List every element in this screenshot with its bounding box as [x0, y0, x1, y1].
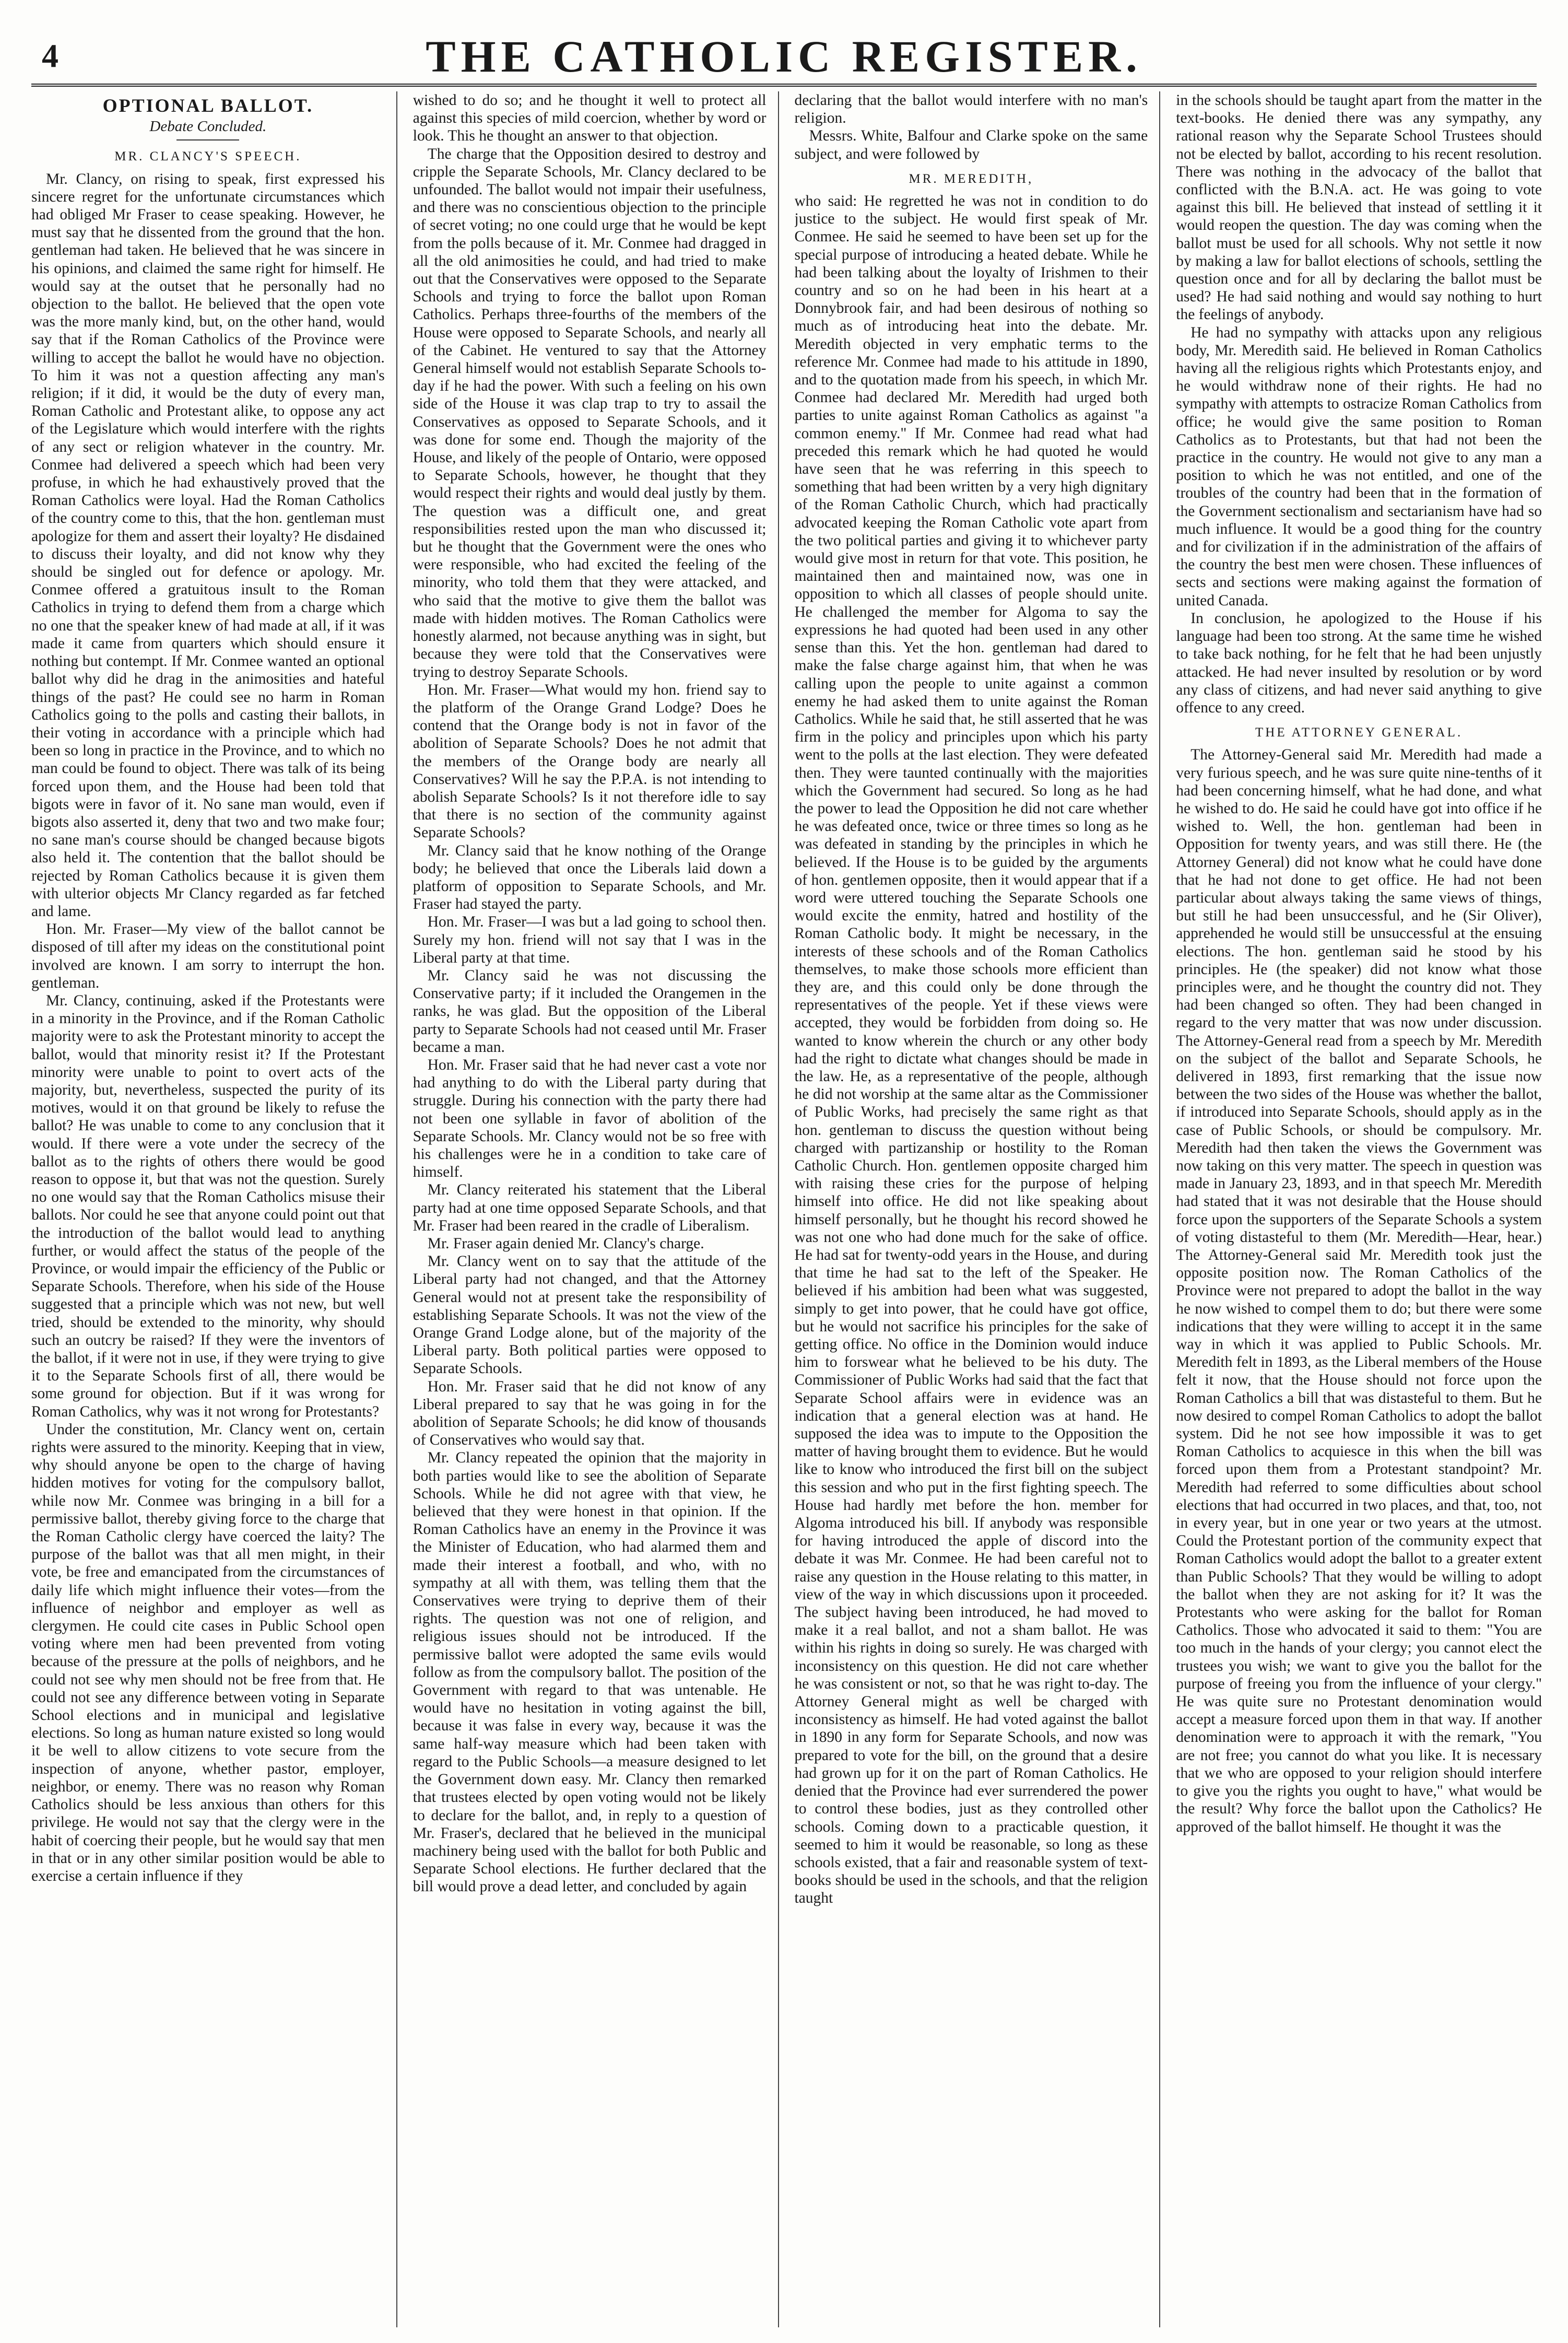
column-2: [413, 91, 779, 2327]
paragraph: Hon. Mr. Fraser—I was but a lad going to school then. Surely my hon. friend will not say that I was in the Liberal party at that time.: [412, 913, 767, 966]
article-subheading: Debate Concluded.: [149, 118, 267, 135]
paragraph: in the schools should be taught apart from the matter in the text-books. He denied there was any sympathy, any rational reason why the Separate School Trustees should not be elected by ballot, according to his recent resolution. There was nothing in the advocacy of the ballot that conflicted with the B.N.A. act. He was going to vote against this bill. He believed that instead of settling it it would reopen the question. The day was coming when the ballot must be used for all schools. Why not settle it now by making a law for ballot elections of schools, settling the question once and for all by declaring the ballot must be used? He had said nothing and would say nothing to hurt the feelings of anybody.: [1176, 92, 1542, 323]
paragraph: Mr. Fraser again denied Mr. Clancy's charge.: [427, 1235, 704, 1252]
paragraph: Hon. Mr. Fraser said that he did not know of any Liberal prepared to say that he was going in for the abolition of Separate Schools; he did know of thousands of Conservatives who would say that.: [412, 1378, 767, 1449]
article-columns: [31, 91, 1542, 2327]
paragraph: He had no sympathy with attacks upon any religious body, Mr. Meredith said. He believed in Roman Catholics having all the religious rights which Protestants enjoy, and he would withdraw none of their rights. He had no sympathy with attempts to ostracize Roman Catholics from office; he would give the same position to Roman Catholics as to Protestants, but that had not been the practice in the country. He would not give to any man a position to which he was not entitled, and one of the troubles of the country had been that in the formation of the Government sectionalism and sectarianism have had so much influence. It would be a good thing for the country and for civilization if in the administration of the affairs of the country the best men were chosen. These influences of sects and sections were making against the formation of united Canada.: [1176, 324, 1542, 609]
paragraph: The charge that the Opposition desired to destroy and cripple the Separate Schools, Mr. Clancy declared to be unfounded. The ballot would not impair their usefulness, and there was no conscientious objection to the principle of secret voting; no one could urge that he would be kept from the polls because of it. Mr. Conmee had dragged in all the old animosities he could, and had tried to make out that the Conservatives were opposed to the Separate Schools and trying to force the ballot upon Roman Catholics. Perhaps three-fourths of the members of the House were opposed to Separate Schools, and nearly all of the Cabinet. He ventured to say that the Attorney General himself would not establish Separate Schools to-day if he had the power. With such a feeling on his own side of the House it was clap trap to try to assail the Conservatives as opposed to Separate Schools, and it was done for some end. Though the majority of the House, and likely of the people of Ontario, were opposed to Separate Schools, however, he thought that they would respect their rights and would deal justly by them. The question was a difficult one, and great responsibilities rested upon the man who discussed it; but he thought that the Government were the ones who were responsible, who had excited the feeling of the minority, who told them that they were attacked, and who said that the motive to give them the ballot was made with hidden motives. The Roman Catholics were honestly alarmed, not because anything was in sight, but because they were told that the Conservatives were trying to destroy Separate Schools.: [412, 145, 767, 681]
column-1: [31, 91, 397, 2327]
paragraph: Hon. Mr. Fraser said that he had never cast a vote nor had anything to do with the Liberal party during that struggle. During his connection with the party there had not been one syllable in favor of abolition of the Separate Schools. Mr. Clancy would not be so free with his challenges were he in a condition to take care of himself.: [412, 1056, 767, 1181]
article-heading: OPTIONAL BALLOT.: [102, 95, 314, 116]
paragraph: In conclusion, he apologized to the House if his language had been too strong. At the same time he wished to take back nothing, for he felt that he had been unjustly attacked. He had never insulted by resolution or by word any class of citizens, and had never said anything to give offence to any creed.: [1176, 610, 1542, 716]
section-heading-clancy: MR. CLANCY'S SPEECH.: [114, 149, 302, 164]
paragraph: Mr. Clancy, continuing, asked if the Protestants were in a minority in the Province, and if the Roman Catholic majority were to ask the Protestant minority to accept the ballot, would that minority resist it? If the Protestant minority were unable to point to overt acts of the majority, but, nevertheless, suspected the purity of its motives, would it on that ground be likely to refuse the ballot? He was unable to come to any conclusion that it would. If there were a vote under the secrecy of the ballot as to the rights of others there would be good reason to oppose it, but that was not the question. Surely no one would say that the Roman Catholics misuse their ballots. Nor could he see that anyone could point out that the introduction of the ballot would lead to anything further, or would affect the status of the people of the Province, or would impair the efficiency of the Public or Separate Schools. Therefore, when his side of the House suggested that a principle which was not new, but well tried, should be extended to the minority, why should such an outcry be raised? If they were the inventors of the ballot, if it were not in use, if they were trying to give it to the Separate Schools first of all, there would be some ground for objection. But if it was wrong for Roman Catholics, why was it not wrong for Protestants?: [31, 992, 385, 1420]
paragraph: Mr. Clancy went on to say that the attitude of the Liberal party had not changed, and that the Attorney General would not at present take the responsibility of establishing Separate Schools. It was not the view of the Orange Grand Lodge alone, but of the majority of the Liberal party. Both political parties were opposed to Separate Schools.: [412, 1253, 767, 1377]
section-heading-attorney-general: THE ATTORNEY GENERAL.: [1255, 725, 1463, 740]
paragraph: Mr. Clancy repeated the opinion that the majority in both parties would like to see the abolition of Separate Schools. While he did not agree with that view, he believed that they were honest in that opinion. If the Roman Catholics have an enemy in the Province it was the Minister of Education, who had alarmed them and made their interest a football, and who, with no sympathy at all with them, was telling them that the Conservatives were trying to deprive them of their rights. The question was not one of religion, and religious issues should not be introduced. If the permissive ballot were adopted the same evils would follow as from the compulsory ballot. The position of the Government with regard to that was untenable. He would have no hesitation in voting against the bill, because it was false in every way, because it was the same half-way measure which had been taken with regard to the Public Schools—a measure designed to let the Government down easy. Mr. Clancy then remarked that trustees elected by open voting would not be likely to declare for the ballot, and, in reply to a question of Mr. Fraser's, declared that he believed in the municipal machinery being used with the ballot for both Public and Separate School elections. He further declared that the bill would prove a dead letter, and concluded by again: [412, 1449, 767, 1895]
paragraph: Mr. Clancy reiterated his statement that the Liberal party had at one time opposed Separate Schools, and that Mr. Fraser had been reared in the cradle of Liberalism.: [412, 1181, 767, 1234]
paragraph: The Attorney-General said Mr. Meredith had made a very furious speech, and he was sure quite nine-tenths of it had been concerning himself, what he had done, and what he wished to do. He said he could have got into office if he wished to. Well, the hon. gentleman had been in Opposition for twenty years, and was still there. He (the Attorney General) did not know what he could have done that he had not done to get office. He had not been particular about always taking the same views of things, but still he had been unsuccessful, and he (Sir Oliver), apprehended he would still be unsuccessful at the ensuing elections. The hon. gentleman said he stood by his principles. He (the speaker) did not know what those principles were, and he thought the country did not. They had been changed so often. They had been changed in regard to the very matter that was now under discussion. The Attorney-General read from a speech by Mr. Meredith on the subject of the ballot and Separate Schools, he delivered in 1893, first remarking that the issue now between the two sides of the House was whether the ballot, if introduced into Separate Schools, should apply as in the case of Public Schools, or should be compulsory. Mr. Meredith had then taken the views the Government was now taking on this very matter. The speech in question was made in January 23, 1893, and in that speech Mr. Meredith had stated that it was not desirable that the House should force upon the supporters of the Separate Schools a system of voting distasteful to them (Mr. Meredith—Hear, hear.) The Attorney-General said Mr. Meredith took just the opposite position now. The Roman Catholics of the Province were not prepared to adopt the ballot in the way he now wished to compel them to do; but there were some indications that they were willing to accept it in the same way in which it was applied to Public Schools. Mr. Meredith felt in 1893, as the Liberal members of the House felt it now, that the House should not force upon the Roman Catholics a bill that was distasteful to them. But he now desired to compel Roman Catholics to adopt the ballot system. Did he not see how impossible it was to get Roman Catholics to acquiesce in this when the bill was forced upon them from a Protestant standpoint? Mr. Meredith had referred to some difficulties about school elections that had occurred in two places, and that, too, not in every year, but in one year or two years at the utmost. Could the Protestant portion of the community expect that Roman Catholics would adopt the ballot to a greater extent than Public Schools? That they would be willing to adopt the ballot when they are not asking for it? It was the Protestants who were asking for the ballot for Roman Catholics. Those who advocated it said to them: "You are too much in the hands of your clergy; you cannot elect the trustees you wish; we want to give you the ballot for the purpose of freeing you from the influence of your clergy." He was quite sure no Protestant denomination would accept a measure forced upon them in that way. If another denomination were to approach it with the remark, "You are not free; you cannot do what you like. It is necessary that we who are opposed to your religion should interfere to give you the rights you ought to have," what would be the result? Why force the ballot upon the Catholics? He approved of the ballot himself. He thought it was the: [1176, 746, 1542, 1835]
paragraph: who said: He regretted he was not in condition to do justice to the subject. He would first speak of Mr. Conmee. He said he seemed to have been set up for the special purpose of introducing a heated debate. While he had been talking about the loyalty of Irishmen to their country and so on he had been in his heart at a Donnybrook fair, and had been desirous of nothing so much as of introducing heat into the debate. Mr. Meredith objected in very emphatic terms to the reference Mr. Conmee had made to his attitude in 1890, and to the quotation made from his speech, in which Mr. Conmee had declared Mr. Meredith had urged both parties to unite against Roman Catholics as against "a common enemy." If Mr. Conmee had read what had preceded this remark which he had quoted he would have seen that he was referring in this speech to something that had been written by a very high dignitary of the Roman Catholic Church, which had practically advocated keeping the Roman Catholic vote apart from the two political parties and giving it to whichever party would give most in return for that vote. This position, he maintained then and maintained now, was one in opposition to which all classes of people should unite. He challenged the member for Algoma to say the expressions he had quoted had been used in any other sense than this. Yet the hon. gentleman had dared to make the false charge against him, that when he was calling upon the people to unite against a common enemy he had asked them to unite against the Roman Catholics. While he said that, he still asserted that he was firm in the policy and principles upon which his party went to the polls at the last election. They were defeated then. They were taunted continually with the majorities which the Government had secured. So long as he had the power to lead the Opposition he did not care whether he was defeated once, twice or three times so long as he was defeated in standing by the principles in which he believed. If the House is to be guided by the arguments of hon. gentlemen opposite, then it would appear that if a word were uttered touching the Separate Schools one would excite the enmity, hatred and hostility of the Roman Catholic body. It might be necessary, in the interests of these schools and of the Roman Catholics themselves, to make those schools more efficient than they are, and this could only be done through the representatives of the people. Yet if these views were accepted, they would be forbidden from doing so. He wanted to know wherein the church or any other body had the right to dictate what changes should be made in the law. He, as a representative of the people, although he did not worship at the same altar as the Commissioner of Public Works, had precisely the same right as that hon. gentleman to discuss the question without being charged with partizanship or hostility to the Roman Catholic Church. Hon. gentlemen opposite charged him with raising these cries for the purpose of helping himself into office. He did not like speaking about himself personally, but he thought his record showed he was not one who had done much for the sake of office. He had sat for twenty-odd years in the House, and during that time he had sat to the left of the Speaker. He believed if his ambition had been what was suggested, simply to get into power, that he could have got office, but he would not sacrifice his principles for the sake of getting office. No office in the Dominion would induce him to forswear what he believed to be his duty. The Commissioner of Public Works had said that the fact that Separate School affairs were in evidence was an indication that a general election was at hand. He supposed the idea was to impute to the Opposition the matter of having brought them to evidence. But he would like to know who introduced the first bill on the subject this session and who put in the first fighting speech. The House had hardly met before the hon. member for Algoma introduced his bill. If anybody was responsible for having introduced the apple of discord into the debate it was Mr. Conmee. He had been careful not to raise any question in the House relating to this matter, in view of the way in which discussions upon it proceeded. The subject having been introduced, he had moved to make it a real ballot, and not a sham ballot. He was within his rights in doing so surely. He was charged with inconsistency on this question. He did not care whether he was consistent or not, so that he was right to-day. The Attorney General might as well be charged with inconsistency as himself. He had voted against the ballot in 1890 in any form for Separate Schools, and now was prepared to vote for the bill, on the ground that a desire had grown up for it on the part of Roman Catholics. He denied that the Province had ever surrendered the power to control these bodies, just as they controlled other schools. Coming down to a practicable question, it seemed to him it would be reasonable, so long as these schools existed, that a fair and reasonable system of text-books should be used in the schools, and that the religion taught: [794, 193, 1148, 1907]
column-4: [1176, 91, 1542, 2327]
paragraph: Hon. Mr. Fraser—What would my hon. friend say to the platform of the Orange Grand Lodge? Does he contend that the Orange body is not in favor of the abolition of Separate Schools? Does he not admit that the members of the Orange body are nearly all Conservatives? Will he say the P.P.A. is not intending to abolish Separate Schools? Is it not therefore idle to say that there is no section of the community against Separate Schools?: [412, 681, 767, 841]
page-number: 4: [42, 37, 58, 74]
section-heading-meredith: MR. MEREDITH,: [909, 171, 1034, 186]
column-3: [795, 91, 1161, 2327]
paragraph: Under the constitution, Mr. Clancy went on, certain rights were assured to the minority. Keeping that in view, why should anyone be open to the charge of having hidden motives for voting for the compulsory ballot, while now Mr. Conmee was bringing in a bill for a permissive ballot, thereby giving force to the charge that the Roman Catholic clergy have coerced the laity? The purpose of the ballot was that all men might, in their vote, be free and emancipated from the circumstances of daily life which might influence their votes—from the influence of neighbor and employer as well as clergymen. He could cite cases in Public School open voting where men had been prevented from voting because of the pressure at the polls of neighbors, and he could not see why men should not be free from that. He could not see any difference between voting in Separate School elections and in municipal and legislative elections. So long as human nature existed so long would it be well to allow citizens to vote secure from the inspection of anyone, whether pastor, employer, neighbor, or enemy. There was no reason why Roman Catholics should be less anxious than others for this privilege. He would not say that the clergy were in the habit of coercing their people, but he would say that men in that or in any other similar position would be able to exercise a certain influence if they: [31, 1421, 385, 1884]
paragraph: declaring that the ballot would interfere with no man's religion.: [794, 92, 1148, 127]
paragraph: Mr. Clancy, on rising to speak, first expressed his sincere regret for the unfortunate circumstances which had obliged Mr Fraser to cease speaking. However, he must say that he dissented from the ground that the hon. gentleman had taken. He believed that he was sincere in his opinions, and claimed the same right for himself. He would say at the outset that he personally had no objection to the ballot. He believed that the open vote was the more manly kind, but, on the other hand, would say that if the Roman Catholics of the Province were willing to accept the ballot he would have no objection. To him it was not a question affecting any man's religion; if it did, it would be the duty of every man, Roman Catholic and Protestant alike, to oppose any act of the Legislature which would interfere with the rights of any sect or religion whatever in the country. Mr. Conmee had delivered a speech which had been very profuse, in which he had exhaustively proved that the Roman Catholics were loyal. Had the Roman Catholics of the country come to this, that the hon. gentleman must apologize for them and assert their loyalty? He disdained to discuss their loyalty, and did not know why they should be singled out for defence or apology. Mr. Conmee offered a gratuitous insult to the Roman Catholics in trying to defend them from a charge which no one that the speaker knew of had made at all, if it was made it came from quarters which should ensure it nothing but contempt. If Mr. Conmee wanted an optional ballot why did he drag in the animosities and hateful things of the past? He could see no harm in Roman Catholics going to the polls and casting their ballots, in their voting in accordance with a principle which had been so long in practice in the Province, and to which no man could be found to object. There was talk of its being forced upon them, and the House had been told that bigots were in favor of it. No sane man would, even if bigots also asserted it, deny that two and two make four; no sane man's course should be changed because bigots also held it. The contention that the ballot should be rejected by Roman Catholics because it is given them with ulterior objects Mr Clancy regarded as far fetched and lame.: [31, 170, 385, 920]
paragraph: Mr. Clancy said that he know nothing of the Orange body; he believed that once the Liberals laid down a platform of opposition to Separate Schools, and Mr. Fraser had stayed the party.: [412, 842, 767, 913]
divider: [176, 139, 239, 140]
paragraph: Hon. Mr. Fraser—My view of the ballot cannot be disposed of till after my ideas on the constitutional point involved are known. I am sorry to interrupt the hon. gentleman.: [31, 921, 385, 991]
paragraph: Mr. Clancy said he was not discussing the Conservative party; if it included the Orangemen in the ranks, he was glad. But the opposition of the Liberal party to Separate Schools had not ceased until Mr. Fraser became a man.: [412, 967, 767, 1056]
masthead: [31, 21, 1537, 87]
paragraph: Messrs. White, Balfour and Clarke spoke on the same subject, and were followed by: [794, 127, 1148, 162]
paragraph: wished to do so; and he thought it well to protect all against this species of mild coercion, whether by word or look. This he thought an answer to that objection.: [412, 92, 767, 145]
newspaper-title: THE CATHOLIC REGISTER.: [426, 31, 1142, 81]
